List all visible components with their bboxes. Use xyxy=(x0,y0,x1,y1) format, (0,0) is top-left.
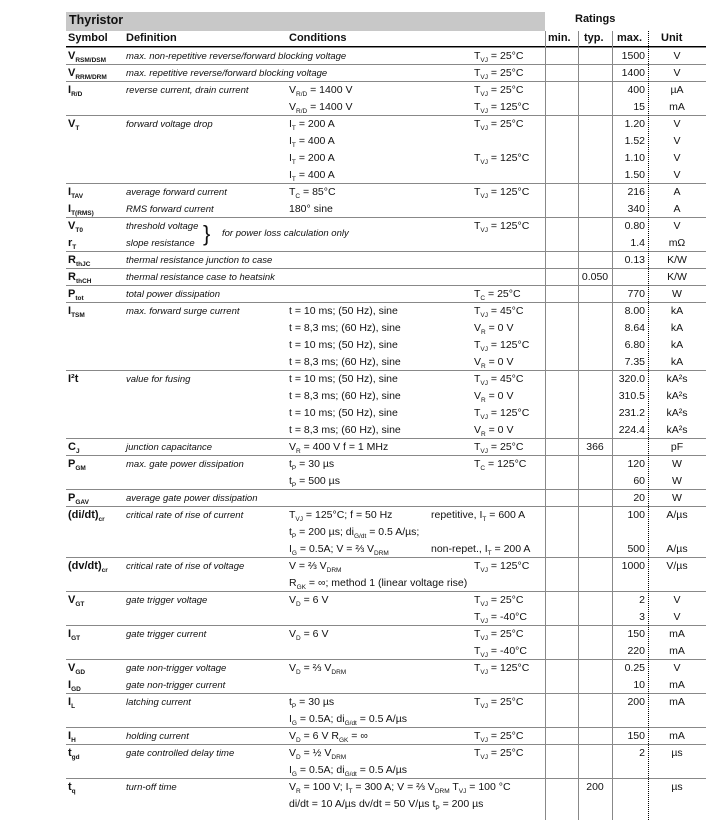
max-value: 200 xyxy=(627,696,645,708)
max-value: 8.00 xyxy=(624,305,645,317)
condition: $V_D = 6$ V $R_{GK}$ = ∞ xyxy=(289,730,368,745)
unit-value: kA xyxy=(670,356,684,368)
row-line xyxy=(66,286,706,303)
unit-value: µs xyxy=(671,747,683,759)
header-definition: Definition xyxy=(126,32,177,44)
definition: max. non-repetitive reverse/forward blocking voltage xyxy=(126,51,347,62)
table-row xyxy=(66,506,706,558)
max-value: 20 xyxy=(633,492,645,504)
condition: $V_R = 400$ V f = 1 MHz xyxy=(289,441,389,456)
definition: total power dissipation xyxy=(126,289,220,300)
row-line xyxy=(66,218,706,235)
max-value: 1.20 xyxy=(624,118,645,130)
unit-value: V xyxy=(673,662,681,674)
symbol: $I_{R/D}$ xyxy=(68,84,83,99)
symbol: I²t xyxy=(68,373,79,385)
max-value: 2 xyxy=(639,594,645,606)
definition: latching current xyxy=(126,697,191,708)
definition: RMS forward current xyxy=(126,204,214,215)
table-row xyxy=(66,438,706,456)
definition: thermal resistance case to heatsink xyxy=(126,272,275,283)
brace: } xyxy=(203,221,211,246)
condition: $I_G = 0.5A$; $di_{G/dt} = 0.5$ A/µs xyxy=(289,713,407,728)
max-value: 1.52 xyxy=(624,135,645,147)
condition-temp: $T_{VJ} = 25^\circ C$ xyxy=(474,441,524,456)
condition: $I_T = 400$ A xyxy=(289,169,335,184)
table-row xyxy=(66,302,706,371)
unit-value: V xyxy=(673,220,681,232)
condition: t = 10 ms; (50 Hz), sine xyxy=(289,407,398,419)
symbol: $(dv/dt)_{cr}$ xyxy=(68,560,108,575)
definition: slope resistance xyxy=(126,238,195,249)
max-value: 10 xyxy=(633,679,645,691)
definition: holding current xyxy=(126,731,189,742)
condition-temp: $T_{VJ} = 125^\circ C$ xyxy=(474,220,530,235)
condition-temp: $T_C = 25^\circ C$ xyxy=(474,288,521,303)
definition: forward voltage drop xyxy=(126,119,213,130)
table-row xyxy=(66,744,706,779)
row-line xyxy=(66,388,706,405)
max-value: 0.25 xyxy=(624,662,645,674)
unit-value: V xyxy=(673,50,681,62)
row-line xyxy=(66,405,706,422)
condition-temp: $V_R = 0$ V xyxy=(474,424,514,439)
table-row xyxy=(66,489,706,507)
row-line xyxy=(66,184,706,201)
symbol: $P_{GAV}$ xyxy=(68,492,89,507)
max-value: 150 xyxy=(627,730,645,742)
max-value: 100 xyxy=(627,509,645,521)
row-line xyxy=(66,507,706,524)
row-line xyxy=(66,490,706,507)
condition: di/dt = 10 A/µs dv/dt = 50 V/µs $t_P = 200$ µs xyxy=(289,798,484,813)
unit-value: V xyxy=(673,135,681,147)
row-line xyxy=(66,796,706,813)
condition-temp: $T_{VJ} = 25^\circ C$ xyxy=(474,696,524,711)
unit-value: kA²s xyxy=(666,373,688,385)
max-value: 320.0 xyxy=(618,373,645,385)
divider-min xyxy=(545,31,546,820)
max-value: 60 xyxy=(633,475,645,487)
condition-mode: repetitive, $I_T = 600$ A xyxy=(431,509,526,524)
definition: gate trigger voltage xyxy=(126,595,208,606)
row-line xyxy=(66,320,706,337)
max-value: 150 xyxy=(627,628,645,640)
condition: $T_{VJ} = 125^\circ C$; f = 50 Hz xyxy=(289,509,393,524)
divider-typ xyxy=(578,31,579,820)
symbol: $P_{tot}$ xyxy=(68,288,84,303)
condition: $V_D$ = ½ $V_{DRM}$ xyxy=(289,747,347,762)
condition: $I_T = 200$ A xyxy=(289,152,335,167)
unit-value: µA xyxy=(670,84,684,96)
unit-value: W xyxy=(672,475,682,487)
condition-temp: $T_{VJ} = 25^\circ C$ xyxy=(474,118,524,133)
row-line xyxy=(66,439,706,456)
condition: $t_P = 30$ µs xyxy=(289,696,335,711)
column-header-row xyxy=(66,31,706,47)
symbol: $V_{T0}$ xyxy=(68,220,83,235)
row-line xyxy=(66,422,706,439)
condition-temp: $V_R = 0$ V xyxy=(474,322,514,337)
unit-value: V xyxy=(673,152,681,164)
table-row xyxy=(66,285,706,303)
unit-value: kA²s xyxy=(666,407,688,419)
unit-value: V xyxy=(673,611,681,623)
row-line xyxy=(66,133,706,150)
table-row xyxy=(66,183,706,218)
condition-temp: $T_{VJ} = 25^\circ C$ xyxy=(474,730,524,745)
max-value: 400 xyxy=(627,84,645,96)
symbol: $V_{RSM/DSM}$ xyxy=(68,50,107,65)
condition: t = 10 ms; (50 Hz), sine xyxy=(289,339,398,351)
definition: critical rate of rise of voltage xyxy=(126,561,245,572)
row-line xyxy=(66,371,706,388)
max-value: 340 xyxy=(627,203,645,215)
row-line xyxy=(66,473,706,490)
max-value: 2 xyxy=(639,747,645,759)
unit-value: V/µs xyxy=(666,560,688,572)
definition: junction capacitance xyxy=(126,442,213,453)
condition: $t_P = 500$ µs xyxy=(289,475,340,490)
row-line xyxy=(66,677,706,694)
unit-value: kA xyxy=(670,339,684,351)
max-value: 7.35 xyxy=(624,356,645,368)
row-line xyxy=(66,269,706,286)
condition-temp: $V_R = 0$ V xyxy=(474,390,514,405)
unit-value: V xyxy=(673,169,681,181)
symbol: $I_H$ xyxy=(68,730,76,745)
unit-value: V xyxy=(673,594,681,606)
typ-value: 200 xyxy=(586,781,604,793)
condition-temp: $T_{VJ} = 25^\circ C$ xyxy=(474,84,524,99)
row-line xyxy=(66,592,706,609)
condition: $V_{R/D} = 1400$ V xyxy=(289,101,353,116)
unit-value: A/µs xyxy=(666,543,688,555)
condition: $I_G = 0.5A$; V = ⅔ $V_{DRM}$ xyxy=(289,543,389,558)
condition: 180° sine xyxy=(289,203,333,215)
condition: $V_R = 100$ V; $I_T = 300$ A; V = ⅔ $V_{DRM}$ $T_{VJ} = 100$ °C xyxy=(289,781,511,796)
symbol: $r_T$ xyxy=(68,237,77,252)
symbol: $V_{GD}$ xyxy=(68,662,86,677)
definition: reverse current, drain current xyxy=(126,85,249,96)
symbol: $P_{GM}$ xyxy=(68,458,86,473)
condition: $T_C = 85^\circ C$ xyxy=(289,186,336,201)
definition: max. forward surge current xyxy=(126,306,240,317)
definition: max. repetitive reverse/forward blocking voltage xyxy=(126,68,328,79)
unit-value: kA²s xyxy=(666,390,688,402)
max-value: 220 xyxy=(627,645,645,657)
divider-unit xyxy=(648,31,649,820)
row-line xyxy=(66,303,706,320)
table-row xyxy=(66,659,706,694)
condition-temp: $T_{VJ} = 125^\circ C$ xyxy=(474,186,530,201)
condition-temp: $T_{VJ} = 125^\circ C$ xyxy=(474,407,530,422)
table-row xyxy=(66,251,706,269)
row-line xyxy=(66,201,706,218)
condition-temp: $T_{VJ} = 25^\circ C$ xyxy=(474,628,524,643)
row-line xyxy=(66,116,706,133)
table-row xyxy=(66,47,706,65)
unit-value: A xyxy=(673,203,681,215)
row-line xyxy=(66,626,706,643)
definition: turn-off time xyxy=(126,782,177,793)
symbol: $I_{TAV}$ xyxy=(68,186,84,201)
row-line xyxy=(66,558,706,575)
row-line xyxy=(66,524,706,541)
condition: t = 8,3 ms; (60 Hz), sine xyxy=(289,356,401,368)
definition: max. gate power dissipation xyxy=(126,459,244,470)
table-row xyxy=(66,268,706,286)
condition: t = 8,3 ms; (60 Hz), sine xyxy=(289,322,401,334)
condition-temp: $T_{VJ} = 25^\circ C$ xyxy=(474,747,524,762)
condition: t = 10 ms; (50 Hz), sine xyxy=(289,373,398,385)
table-row xyxy=(66,64,706,82)
unit-value: mA xyxy=(669,101,685,113)
symbol: $I_{GD}$ xyxy=(68,679,81,694)
unit-value: mA xyxy=(669,730,685,742)
title-band xyxy=(66,12,545,31)
unit-value: W xyxy=(672,492,682,504)
row-line xyxy=(66,575,706,592)
row-line xyxy=(66,252,706,269)
definition: threshold voltage xyxy=(126,221,199,232)
definition: gate non-trigger voltage xyxy=(126,663,227,674)
max-value: 8.64 xyxy=(624,322,645,334)
unit-value: kA xyxy=(670,322,684,334)
max-value: 6.80 xyxy=(624,339,645,351)
header-unit: Unit xyxy=(661,32,683,44)
row-line xyxy=(66,337,706,354)
max-value: 15 xyxy=(633,101,645,113)
row-line xyxy=(66,82,706,99)
unit-value: V xyxy=(673,67,681,79)
table-row xyxy=(66,778,706,813)
condition-temp: $T_{VJ} = 25^\circ C$ xyxy=(474,50,524,65)
unit-value: A xyxy=(673,186,681,198)
row-line xyxy=(66,167,706,184)
header-typ: typ. xyxy=(584,32,604,44)
condition-temp: $T_{VJ} = 45^\circ C$ xyxy=(474,305,524,320)
row-line xyxy=(66,541,706,558)
symbol: $R_{thCH}$ xyxy=(68,271,92,286)
row-line xyxy=(66,65,706,82)
condition-temp: $V_R = 0$ V xyxy=(474,356,514,371)
row-line xyxy=(66,643,706,660)
table-row xyxy=(66,115,706,184)
row-line xyxy=(66,609,706,626)
condition: $V_D = 6$ V xyxy=(289,628,329,643)
condition-temp: $T_{VJ} = 125^\circ C$ xyxy=(474,339,530,354)
max-value: 224.4 xyxy=(618,424,645,436)
condition: $R_{GK}$ = ∞; method 1 (linear voltage rise) xyxy=(289,577,468,592)
table-row xyxy=(66,591,706,626)
max-value: 770 xyxy=(627,288,645,300)
condition: t = 10 ms; (50 Hz), sine xyxy=(289,305,398,317)
row-line xyxy=(66,762,706,779)
symbol: $I_{T(RMS)}$ xyxy=(68,203,94,218)
row-line xyxy=(66,354,706,371)
max-value: 120 xyxy=(627,458,645,470)
unit-value: mA xyxy=(669,645,685,657)
condition-temp: $T_{VJ} = 45^\circ C$ xyxy=(474,373,524,388)
table-row xyxy=(66,81,706,116)
condition-temp: $T_{VJ} = 125^\circ C$ xyxy=(474,152,530,167)
condition: $V_D = 6$ V xyxy=(289,594,329,609)
unit-value: kA²s xyxy=(666,424,688,436)
row-line xyxy=(66,48,706,65)
definition: value for fusing xyxy=(126,374,191,385)
definition: gate non-trigger current xyxy=(126,680,226,691)
row-line xyxy=(66,728,706,745)
table-row xyxy=(66,217,706,252)
table-row xyxy=(66,455,706,490)
unit-value: mA xyxy=(669,679,685,691)
unit-value: V xyxy=(673,118,681,130)
typ-value: 0.050 xyxy=(581,271,609,283)
table-row xyxy=(66,727,706,745)
max-value: 1000 xyxy=(621,560,645,572)
header-symbol: Symbol xyxy=(68,32,108,44)
symbol: $I_{GT}$ xyxy=(68,628,81,643)
unit-value: K/W xyxy=(667,254,687,266)
row-line xyxy=(66,99,706,116)
row-line xyxy=(66,150,706,167)
definition: average gate power dissipation xyxy=(126,493,258,504)
condition-temp: $T_{VJ} = 125^\circ C$ xyxy=(474,101,530,116)
max-value: 0.80 xyxy=(624,220,645,232)
definition: thermal resistance junction to case xyxy=(126,255,273,266)
symbol: $t_{gd}$ xyxy=(68,747,80,762)
definition: gate trigger current xyxy=(126,629,207,640)
table-title: Thyristor xyxy=(69,13,124,27)
definition: average forward current xyxy=(126,187,227,198)
symbol: $R_{thJC}$ xyxy=(68,254,91,269)
ratings-label: Ratings xyxy=(575,13,616,25)
definition: critical rate of rise of current xyxy=(126,510,244,521)
unit-value: A/µs xyxy=(666,509,688,521)
max-value: 310.5 xyxy=(618,390,645,402)
symbol: $t_q$ xyxy=(68,781,76,796)
condition: t = 8,3 ms; (60 Hz), sine xyxy=(289,424,401,436)
unit-value: pF xyxy=(670,441,684,453)
symbol: $C_J$ xyxy=(68,441,80,456)
condition-temp: $T_{VJ} = -40^\circ C$ xyxy=(474,611,527,626)
header-max: max. xyxy=(617,32,643,44)
symbol: $(di/dt)_{cr}$ xyxy=(68,509,105,524)
condition: $I_T = 200$ A xyxy=(289,118,335,133)
condition: t = 8,3 ms; (60 Hz), sine xyxy=(289,390,401,402)
definition: gate controlled delay time xyxy=(126,748,235,759)
table-row xyxy=(66,693,706,728)
typ-value: 366 xyxy=(586,441,604,453)
row-line xyxy=(66,779,706,796)
max-value: 1.50 xyxy=(624,169,645,181)
symbol: $V_{GT}$ xyxy=(68,594,85,609)
unit-value: kA xyxy=(670,305,684,317)
condition: $t_P = 200$ µs; $di_{G/dt} = 0.5$ A/µs; xyxy=(289,526,420,541)
symbol: $V_{RRM/DRM}$ xyxy=(68,67,107,82)
unit-value: W xyxy=(672,458,682,470)
unit-value: mA xyxy=(669,628,685,640)
header-min: min. xyxy=(548,32,571,44)
condition: $V_D$ = ⅔ $V_{DRM}$ xyxy=(289,662,347,677)
unit-value: W xyxy=(672,288,682,300)
unit-value: mA xyxy=(669,696,685,708)
max-value: 1500 xyxy=(621,50,645,62)
note: for power loss calculation only xyxy=(222,228,349,239)
unit-value: mΩ xyxy=(668,237,686,249)
condition-temp: $T_C = 125^\circ C$ xyxy=(474,458,527,473)
row-line xyxy=(66,711,706,728)
table-row xyxy=(66,370,706,439)
header-conditions: Conditions xyxy=(289,32,347,44)
max-value: 1400 xyxy=(621,67,645,79)
symbol: $I_{TSM}$ xyxy=(68,305,85,320)
divider-max xyxy=(612,31,613,820)
row-line xyxy=(66,660,706,677)
condition: $V_{R/D} = 1400$ V xyxy=(289,84,353,99)
row-line xyxy=(66,235,706,252)
condition-temp: $T_{VJ} = 125^\circ C$ xyxy=(474,560,530,575)
condition: $I_T = 400$ A xyxy=(289,135,335,150)
unit-value: µs xyxy=(671,781,683,793)
condition-mode: non-repet., $I_T = 200$ A xyxy=(431,543,531,558)
max-value: 1.10 xyxy=(624,152,645,164)
unit-value: K/W xyxy=(667,271,687,283)
condition: V = ⅔ $V_{DRM}$ xyxy=(289,560,342,575)
max-value: 3 xyxy=(639,611,645,623)
condition: $t_P = 30$ µs xyxy=(289,458,335,473)
row-line xyxy=(66,745,706,762)
max-value: 1.4 xyxy=(630,237,645,249)
condition-temp: $T_{VJ} = 125^\circ C$ xyxy=(474,662,530,677)
table-row xyxy=(66,557,706,592)
max-value: 0.13 xyxy=(624,254,645,266)
max-value: 500 xyxy=(627,543,645,555)
row-line xyxy=(66,456,706,473)
max-value: 231.2 xyxy=(618,407,645,419)
row-line xyxy=(66,694,706,711)
table-row xyxy=(66,625,706,660)
condition-temp: $T_{VJ} = 25^\circ C$ xyxy=(474,594,524,609)
symbol: $I_L$ xyxy=(68,696,76,711)
max-value: 216 xyxy=(627,186,645,198)
symbol: $V_T$ xyxy=(68,118,80,133)
condition: $I_G = 0.5A$; $di_{G/dt} = 0.5$ A/µs xyxy=(289,764,407,779)
condition-temp: $T_{VJ} = 25^\circ C$ xyxy=(474,67,524,82)
condition-temp: $T_{VJ} = -40^\circ C$ xyxy=(474,645,527,660)
